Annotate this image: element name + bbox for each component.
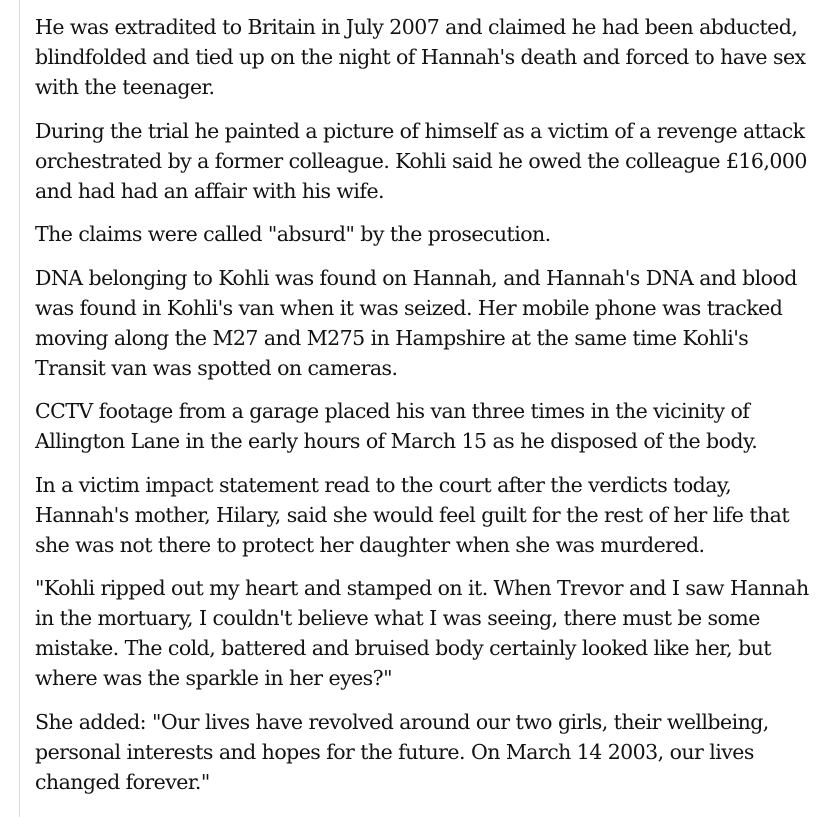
paragraph-3: The claims were called "absurd" by the prosecution. xyxy=(35,222,551,246)
paragraph-8: She added: "Our lives have revolved around our two girls, their wellbeing, personal interests and hopes for the future. On March 14 2003, our lives changed forever." xyxy=(35,709,769,794)
paragraph-1: He was extradited to Britain in July 2007 and claimed he had been abducted, blindfolded and tied up on the night of Hannah's death and forced to have sex with the teenager. xyxy=(35,15,806,99)
paragraph-6: In a victim impact statement read to the court after the verdicts today, Hannah's mother, Hilary, said she would feel guilt for the rest of her life that she was not there to protect her daughter when she was murdered. xyxy=(35,472,790,557)
left-border-rule xyxy=(19,0,20,817)
article-body xyxy=(35,12,820,810)
paragraph-4: DNA belonging to Kohli was found on Hannah, and Hannah's DNA and blood was found in Kohli's van when it was seized. Her mobile phone was tracked moving along the M27 and M275 in Hampshire at the same time Kohli's Transit van was spotted on cameras. xyxy=(35,265,797,380)
paragraph-2: During the trial he painted a picture of himself as a victim of a revenge attack orchestrated by a former colleague. Kohli said he owed the colleague £16,000 and had had an affair with his wife. xyxy=(35,118,807,203)
paragraph-5: CCTV footage from a garage placed his van three times in the vicinity of Allington Lane in the early hours of March 15 as he disposed of the body. xyxy=(35,399,758,453)
paragraph-7: "Kohli ripped out my heart and stamped on it. When Trevor and I saw Hannah in the mortuary, I couldn't believe what I was seeing, there must be some mistake. The cold, battered and bruised body certainly looked like her, but where was the sparkle in her eyes?" xyxy=(35,576,809,690)
